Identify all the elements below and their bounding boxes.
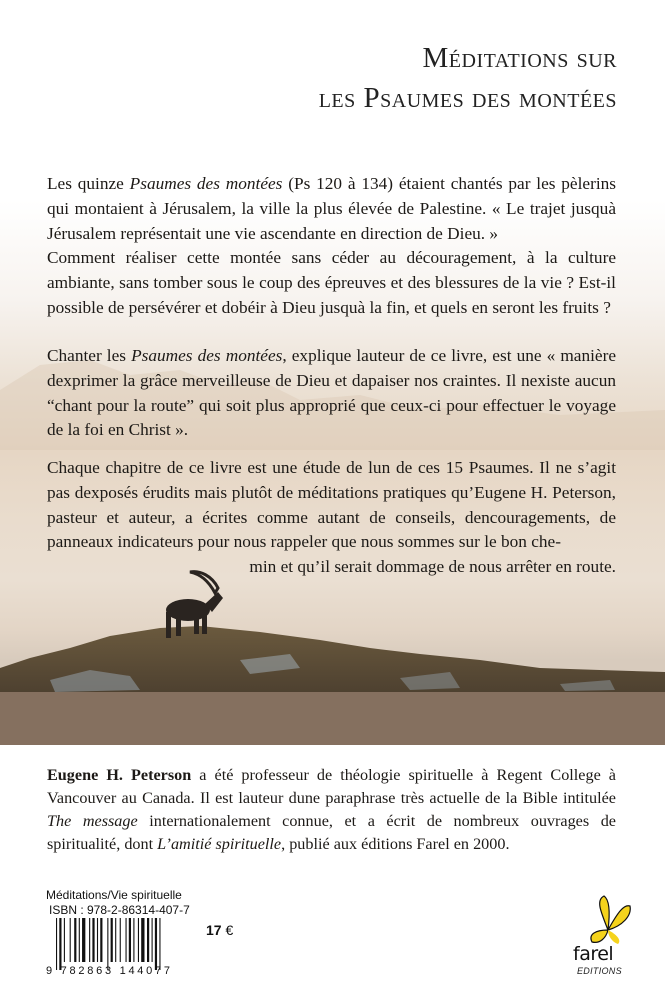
text: (Ps 120 à 134) étaient chantés par les pèlerins qui montaient à Jérusalem, la ville la plus élevée de Palestine. « Le trajet jusquà Jérusalem représentait une vie ascendante en direction de Dieu. » (47, 174, 616, 243)
barcode-bar (133, 918, 134, 962)
book-reference: L’amitié spirituelle (157, 835, 282, 853)
isbn-label: ISBN : 978-2-86314-407-7 (49, 903, 190, 917)
barcode-bar (138, 918, 139, 962)
barcode-bar (111, 918, 113, 962)
barcode-bar (100, 918, 102, 962)
book-reference: Psaumes des montées (131, 346, 283, 365)
barcode-bar (155, 918, 157, 970)
barcode-bar (107, 918, 108, 970)
summary-paragraph-3 (47, 456, 616, 580)
text: Les quinze (47, 174, 130, 193)
book-title (319, 38, 617, 118)
text: , explique lauteur de ce livre, est une « manière dexprimer la grâce merveilleuse de Dieu et dapaiser nos craintes. Il nexiste aucun “chant pour la route” qui soit plus approprié que ceux-ci pour effectuer le voyage de la foi en Christ ». (47, 346, 616, 440)
barcode-bar (147, 918, 149, 962)
text: Chanter les (47, 346, 132, 365)
color-band (0, 692, 665, 745)
text: Comment réaliser cette montée sans céder au découragement, à la culture ambiante, sans tomber sous le coup des épreuves et des blessures de la vie ? Est-il possible de persévérer et dobéir à Dieu jusquà la fin, et quels en seront les fruits ? (47, 248, 616, 317)
title-line-2: les Psaumes des montées (318, 82, 617, 114)
summary-paragraph-2 (47, 344, 616, 443)
price (206, 922, 233, 938)
title-line-1: Méditations sur (422, 42, 617, 74)
barcode-bar (74, 918, 76, 962)
book-reference: Psaumes des montées (129, 174, 283, 193)
barcode-bar (92, 918, 94, 962)
barcode-bar (64, 918, 65, 962)
text: Chaque chapitre de ce livre est une étude de lun de ces 15 Psaumes. Il ne s’agit pas dexposés érudits mais plutôt de méditations pratiques qu’Eugene H. Peterson, pasteur et auteur, a écrites comme autant de conseils, dencouragements, de panneaux indicateurs pour nous rappeler que nous sommes sur le bon che- (47, 458, 616, 552)
text: internationalement connue, et a écrit de nombreux ouvrages de spiritualité, dont (47, 812, 616, 853)
publisher-name: farel (573, 943, 614, 965)
barcode-bar (120, 918, 121, 962)
text: , publié aux éditions Farel en 2000. (281, 835, 510, 853)
barcode-number: 9 782863 144077 (46, 965, 170, 975)
barcode-bar (126, 918, 127, 962)
text: a été professeur de théologie spirituelle à Regent College à Vancouver au Canada. Il est lauteur dune paraphrase très actuelle de la Bible intitulée (47, 766, 616, 807)
barcode-bar (152, 918, 153, 962)
barcode-bar (141, 918, 144, 962)
category-label: Méditations/Vie spirituelle (46, 888, 182, 902)
text: min et qu’il serait dommage de nous arrêter en route. (249, 557, 616, 577)
barcode-bar (129, 918, 131, 962)
author-name: Eugene H. Peterson (47, 766, 192, 784)
barcode-bar (79, 918, 80, 962)
barcode-bar (59, 918, 61, 970)
summary-paragraph-1 (47, 172, 616, 321)
author-bio (47, 764, 616, 856)
barcode-bar (82, 918, 85, 962)
barcode (46, 918, 180, 975)
barcode-bar (89, 918, 90, 962)
barcode-bar (159, 918, 160, 970)
book-reference: The message (47, 812, 138, 830)
currency: € (225, 922, 234, 938)
publisher-sub: EDITIONS (577, 966, 622, 976)
barcode-bar (70, 918, 71, 962)
barcode-bar (115, 918, 116, 962)
price-value: 17 (206, 922, 222, 938)
barcode-bar (56, 918, 57, 970)
barcode-bar (97, 918, 98, 962)
